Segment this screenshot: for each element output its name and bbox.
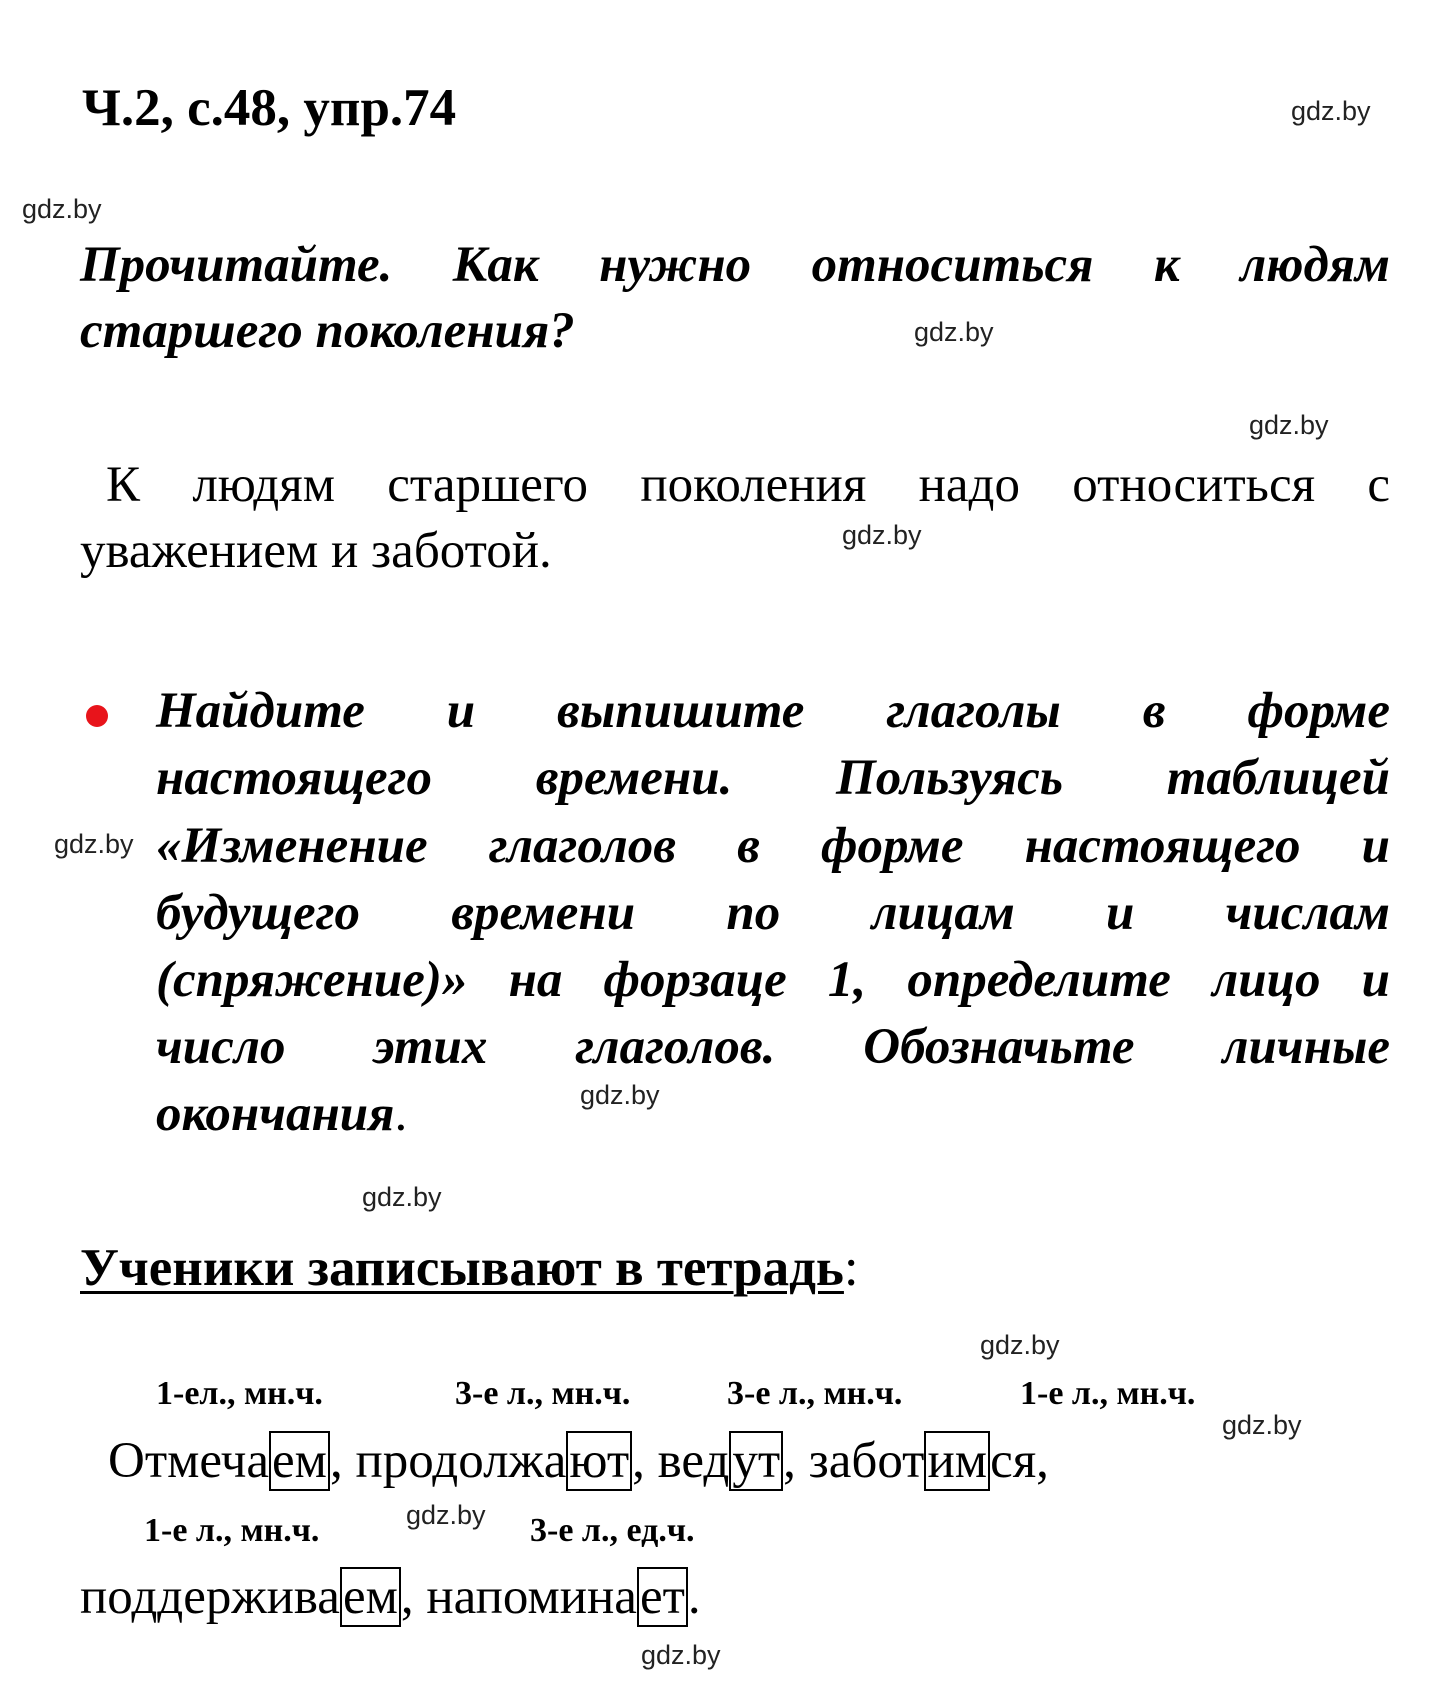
watermark: gdz.by [362,1182,442,1212]
verb-ending-box: ет [637,1567,688,1627]
watermark: gdz.by [54,829,134,859]
question-line-1: Прочитайте. Как нужно относиться к людям [80,237,1390,293]
task-line: число этих глаголов. Обозначьте личные [156,1019,1390,1075]
verbs-line-2 [80,1568,701,1626]
verb-stem: вед [657,1433,730,1489]
task-line: (спряжение)» на форзаце 1, определите лицо и [156,952,1390,1008]
notebook-heading-punct: : [843,1239,859,1297]
verb-ending-box: ем [269,1431,330,1491]
question-line-2: старшего поколения? [80,303,575,359]
task-last-line [156,1085,407,1143]
task-line: настоящего времени. Пользуясь таблицей [156,750,1390,806]
verb-separator: , [400,1569,427,1625]
verbs-line-1 [108,1432,1049,1490]
watermark: gdz.by [842,520,922,550]
person-number-label: 3-е л., мн.ч. [455,1375,631,1412]
watermark: gdz.by [1222,1410,1302,1440]
verb-stem: продолжа [355,1433,567,1489]
verb-separator: , [632,1433,658,1489]
bullet-icon [86,705,108,727]
watermark: gdz.by [641,1640,721,1670]
watermark: gdz.by [22,194,102,224]
person-number-label: 1-ел., мн.ч. [156,1375,323,1412]
watermark: gdz.by [980,1330,1060,1360]
verb-ending-box: ут [729,1431,783,1491]
notebook-heading-text: Ученики записывают в тетрадь [80,1239,844,1297]
verb-separator: , [783,1433,809,1489]
person-number-label: 1-е л., мн.ч. [144,1512,320,1549]
verb-ending-box: ем [340,1567,401,1627]
task-line: будущего времени по лицам и числам [156,885,1390,941]
watermark: gdz.by [1249,410,1329,440]
task-line: «Изменение глаголов в форме настоящего и [156,818,1390,874]
person-number-label: 3-е л., ед.ч. [530,1512,695,1549]
watermark: gdz.by [406,1500,486,1530]
watermark: gdz.by [580,1080,660,1110]
person-number-label: 3-е л., мн.ч. [727,1375,903,1412]
task-last-punct: . [394,1086,408,1142]
page-title: Ч.2, с.48, упр.74 [82,79,457,137]
verb-stem: Отмеча [108,1433,270,1489]
notebook-heading [80,1238,859,1298]
verb-ending-box: им [924,1431,990,1491]
verb-separator: , [329,1433,356,1489]
watermark: gdz.by [914,317,994,347]
verb-separator: ся, [990,1433,1049,1489]
watermark: gdz.by [1291,96,1371,126]
answer-line-1: К людям старшего поколения надо относиться с [106,457,1390,513]
task-line: Найдите и выпишите глаголы в форме [156,683,1390,739]
verb-stem: забот [808,1433,925,1489]
verb-separator: . [687,1569,701,1625]
answer-line-2: уважением и заботой. [80,523,552,579]
verb-stem: напомина [426,1569,637,1625]
task-last-word: окончания [156,1086,395,1142]
verb-stem: поддержива [80,1569,340,1625]
person-number-label: 1-е л., мн.ч. [1020,1375,1196,1412]
verb-ending-box: ют [566,1431,632,1491]
